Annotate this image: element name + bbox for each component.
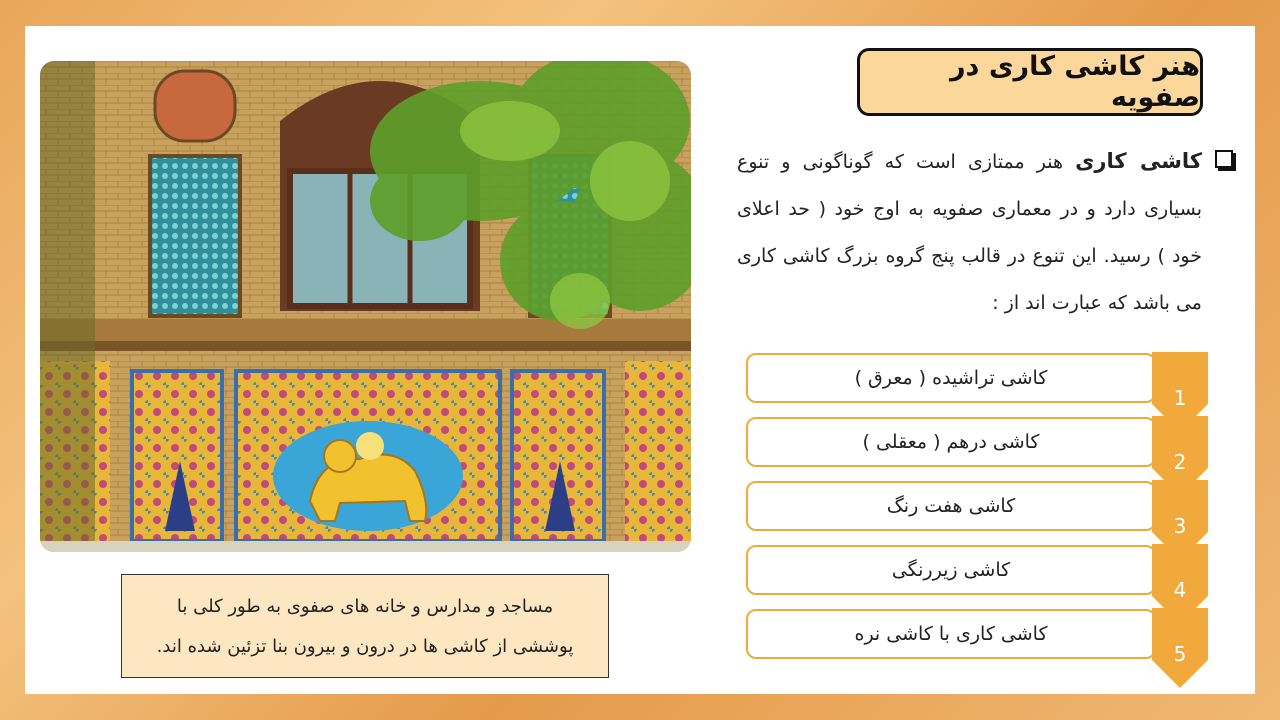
caption-line-2: پوششی از کاشی ها در درون و بیرون بنا تزئین شده اند. — [156, 636, 574, 657]
slide-title: هنر کاشی کاری در صفویه — [950, 51, 1200, 113]
caption-box — [121, 574, 609, 678]
list-number: 5 — [1173, 642, 1187, 666]
list-number: 2 — [1173, 450, 1187, 474]
intro-paragraph — [737, 138, 1202, 327]
list-item: کاشی تراشیده ( معرق ) — [746, 353, 1156, 403]
title-box — [857, 48, 1203, 116]
caption-line-1: مساجد و مدارس و خانه های صفوی به طور کلی با — [176, 596, 554, 617]
list-number: 1 — [1173, 386, 1187, 410]
list-item: کاشی کاری با کاشی نره — [746, 609, 1156, 659]
tilework-photo — [40, 61, 691, 552]
slide — [25, 26, 1255, 694]
paragraph-bold-lead: کاشی کاری — [1075, 149, 1202, 173]
list-item: کاشی زیررنگی — [746, 545, 1156, 595]
checkbox-bullet-icon — [1215, 150, 1233, 168]
number-chevron — [1152, 608, 1208, 688]
list-item: کاشی درهم ( معقلی ) — [746, 417, 1156, 467]
paragraph-text: هنر ممتازی است که گوناگونی و تنوع بسیاری دارد و در معماری صفویه به اوج خود ( حد اعلای خود ) رسید. این تنوع در قالب پنج گروه بزرگ کاشی کاری می باشد که عبارت اند از : — [737, 151, 1202, 314]
list-number: 4 — [1173, 578, 1187, 602]
list-number: 3 — [1173, 514, 1187, 538]
list-item: کاشی هفت رنگ — [746, 481, 1156, 531]
